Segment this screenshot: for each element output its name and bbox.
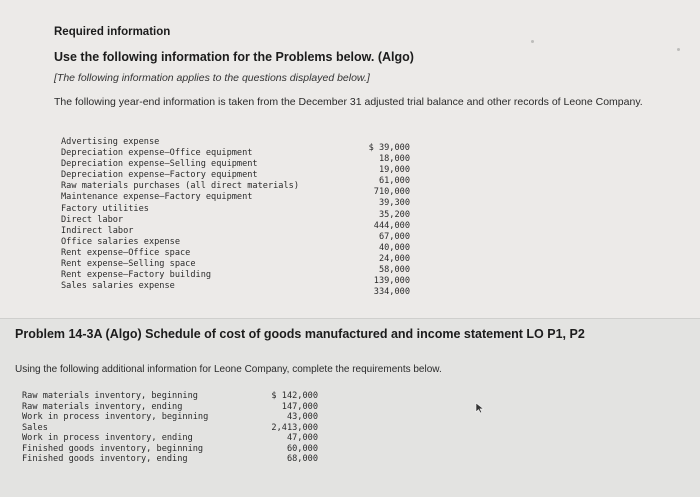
additional-info-labels xyxy=(22,391,208,465)
trial-balance-row-label: Factory utilities xyxy=(61,203,149,214)
additional-info-row-value: 47,000 xyxy=(286,433,318,443)
additional-info-row-label: Finished goods inventory, ending xyxy=(22,454,188,464)
additional-info-row-label: Work in process inventory, beginning xyxy=(22,412,209,422)
additional-info-row-value: $ 142,000 xyxy=(271,391,318,401)
additional-info-values xyxy=(258,391,318,465)
trial-balance-row-label: Advertising expense xyxy=(61,137,160,147)
trial-balance-row-value: 710,000 xyxy=(373,187,410,198)
trial-balance-row-label: Indirect labor xyxy=(61,225,134,236)
trial-balance-row-value: 24,000 xyxy=(378,253,410,264)
trial-balance-row-label: Direct labor xyxy=(61,214,124,225)
additional-info-row-label: Sales xyxy=(22,422,48,433)
additional-info-row-value: 60,000 xyxy=(286,443,318,454)
trial-balance-row-label: Rent expense—Selling space xyxy=(61,259,196,270)
trial-balance-row-label: Raw materials purchases (all direct materials) xyxy=(61,181,299,192)
decorative-dot xyxy=(531,40,534,43)
problem-title: Problem 14-3A (Algo) Schedule of cost of goods manufactured and income statement LO P1, P2 xyxy=(15,327,585,341)
trial-balance-row-label: Rent expense—Office space xyxy=(61,247,191,258)
trial-balance-row-label: Depreciation expense—Office equipment xyxy=(61,148,253,159)
required-information-heading: Required information xyxy=(54,26,171,38)
trial-balance-row-value: 139,000 xyxy=(373,276,410,287)
trial-balance-row-value: 61,000 xyxy=(378,176,410,187)
trial-balance-row-value: 67,000 xyxy=(378,231,410,242)
decorative-dot xyxy=(677,48,680,51)
trial-balance-row-label: Maintenance expense—Factory equipment xyxy=(61,192,253,203)
intro-text: The following year-end information is taken from the December 31 adjusted trial balance and other records of Leone Company. xyxy=(54,96,643,108)
applies-note: [The following information applies to the questions displayed below.] xyxy=(54,72,370,84)
additional-info-row-label: Raw materials inventory, beginning xyxy=(22,391,198,401)
trial-balance-labels xyxy=(61,137,299,292)
mouse-pointer-icon xyxy=(475,402,485,414)
trial-balance-row-label: Sales salaries expense xyxy=(61,281,175,292)
problem-instruction: Using the following additional information for Leone Company, complete the requirements below. xyxy=(15,364,442,375)
additional-info-row-value: 147,000 xyxy=(281,401,318,412)
additional-info-row-label: Work in process inventory, ending xyxy=(22,433,193,443)
additional-info-row-value: 43,000 xyxy=(286,412,318,422)
trial-balance-row-value: $ 39,000 xyxy=(368,143,410,153)
trial-balance-row-value: 40,000 xyxy=(378,242,410,253)
trial-balance-row-value: 444,000 xyxy=(373,220,410,231)
trial-balance-row-label: Office salaries expense xyxy=(61,236,180,247)
additional-info-row-value: 68,000 xyxy=(286,454,318,464)
additional-info-row-label: Raw materials inventory, ending xyxy=(22,401,183,412)
trial-balance-row-value: 35,200 xyxy=(378,209,410,220)
trial-balance-row-label: Depreciation expense—Selling equipment xyxy=(61,159,258,170)
additional-info-row-value: 2,413,000 xyxy=(271,422,318,433)
trial-balance-row-value: 39,300 xyxy=(378,198,410,209)
use-following-heading: Use the following information for the Problems below. (Algo) xyxy=(54,50,414,64)
trial-balance-values xyxy=(360,143,410,298)
trial-balance-row-value: 334,000 xyxy=(373,287,410,298)
trial-balance-row-value: 19,000 xyxy=(378,165,410,176)
additional-info-row-label: Finished goods inventory, beginning xyxy=(22,443,204,454)
trial-balance-row-value: 58,000 xyxy=(378,265,410,276)
trial-balance-row-value: 18,000 xyxy=(378,154,410,165)
trial-balance-row-label: Depreciation expense—Factory equipment xyxy=(61,170,258,181)
trial-balance-row-label: Rent expense—Factory building xyxy=(61,270,212,281)
